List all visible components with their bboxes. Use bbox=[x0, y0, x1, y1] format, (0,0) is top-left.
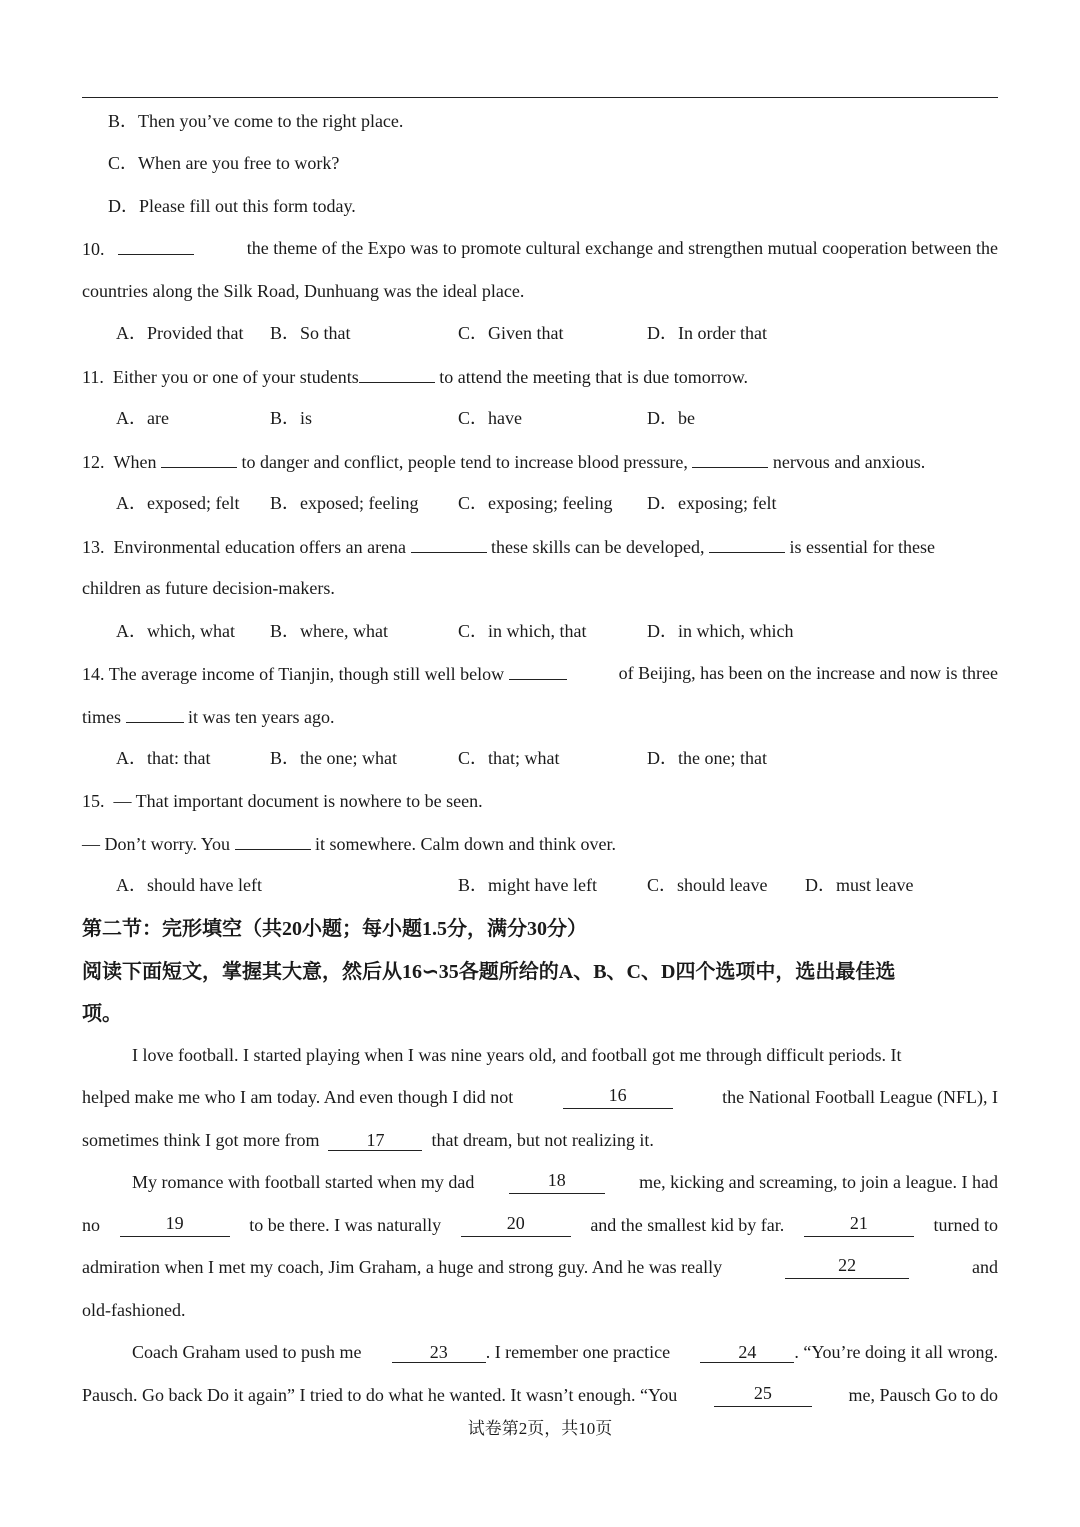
blank-25: 25 bbox=[714, 1383, 812, 1407]
q10-stem-text-b: countries along the Silk Road, Dunhuang was the ideal place. bbox=[82, 281, 525, 301]
q15-text-b: — Don’t worry. You bbox=[82, 834, 231, 854]
blank-21: 21 bbox=[804, 1213, 914, 1237]
blank-16: 16 bbox=[563, 1085, 673, 1109]
section2-title-c: 分，满分 bbox=[447, 916, 527, 940]
passage-p3-l1a: Coach Graham used to push me bbox=[132, 1342, 362, 1362]
q14-stem-line2 bbox=[82, 704, 334, 729]
q11-text-b: to attend the meeting that is due tomorrow. bbox=[439, 367, 749, 387]
passage-p1-l3a: sometimes think I got more from bbox=[82, 1130, 320, 1150]
section2-title-a: 第二节：完形填空（共 bbox=[82, 916, 282, 940]
q10-stem-text-a: the theme of the Expo was to promote cultural exchange and strengthen mutual cooperation between the bbox=[246, 238, 998, 258]
section2-instr-letters: A、B、C、D bbox=[558, 961, 676, 983]
q12-stem bbox=[82, 449, 925, 474]
section2-instructions bbox=[82, 957, 895, 986]
q13-number: 13. bbox=[82, 537, 105, 557]
q10-stem-line1 bbox=[82, 236, 998, 261]
q14-text-c: times bbox=[82, 707, 121, 727]
q11-text-a: Either you or one of your students bbox=[112, 367, 359, 387]
q11-option-a: A．are bbox=[116, 408, 169, 428]
passage-p3-l2b: me, Pausch Go to do bbox=[848, 1385, 998, 1405]
q12-text-c: nervous and anxious. bbox=[772, 452, 926, 472]
blank-23: 23 bbox=[392, 1342, 486, 1363]
q14-option-b: B．the one; what bbox=[270, 748, 397, 768]
passage-p3-line2 bbox=[82, 1383, 998, 1407]
q14-option-d: D．the one; that bbox=[647, 748, 767, 768]
q13-option-a: A．which, what bbox=[116, 621, 235, 641]
passage-p2-l2a: no bbox=[82, 1215, 100, 1235]
q10-blank bbox=[118, 236, 194, 255]
blank-19: 19 bbox=[120, 1213, 230, 1237]
q15-text-a: — That important document is nowhere to be seen. bbox=[113, 791, 483, 811]
q13-blank-2 bbox=[709, 534, 785, 553]
q13-text-b: these skills can be developed, bbox=[491, 537, 705, 557]
passage-p1-line3 bbox=[82, 1128, 654, 1152]
passage-p2-l3a: admiration when I met my coach, Jim Graham, a huge and strong guy. And he was really bbox=[82, 1257, 723, 1277]
section2-title-total: 30 bbox=[527, 918, 547, 940]
passage-p2-l2c: and the smallest kid by far. bbox=[590, 1215, 785, 1235]
q12-blank-2 bbox=[692, 449, 768, 468]
q15-text-c: it somewhere. Calm down and think over. bbox=[315, 834, 616, 854]
passage-p2-l1a: My romance with football started when my dad bbox=[132, 1172, 475, 1192]
q15-blank bbox=[235, 831, 311, 850]
q14-option-a: A．that: that bbox=[116, 748, 211, 768]
passage-p2-l1b: me, kicking and screaming, to join a league. I had bbox=[639, 1172, 998, 1192]
q12-option-a: A．exposed; felt bbox=[116, 493, 240, 513]
passage-p1-text: I love football. I started playing when I was nine years old, and football got me through difficult periods. It bbox=[132, 1045, 902, 1065]
q13-option-b: B．where, what bbox=[270, 621, 388, 641]
passage-p1-line1 bbox=[132, 1043, 998, 1067]
blank-17: 17 bbox=[328, 1130, 422, 1151]
q14-text-d: it was ten years ago. bbox=[188, 707, 335, 727]
q10-option-b: B．So that bbox=[270, 323, 351, 343]
passage-p1-l2a: helped make me who I am today. And even though I did not bbox=[82, 1087, 514, 1107]
q13-text-d: children as future decision-makers. bbox=[82, 578, 335, 598]
q11-number: 11. bbox=[82, 367, 104, 387]
section2-title-b: 小题；每小题 bbox=[302, 916, 422, 940]
passage-p3-l1b: . I remember one practice bbox=[485, 1342, 671, 1362]
q12-blank-1 bbox=[161, 449, 237, 468]
q15-option-a: A．should have left bbox=[116, 875, 262, 895]
section2-title bbox=[82, 914, 587, 943]
q10-option-a: A．Provided that bbox=[116, 323, 244, 343]
q15-stem-line2 bbox=[82, 831, 616, 856]
q14-blank-1 bbox=[509, 661, 567, 680]
q14-text-b: of Beijing, has been on the increase and now is three bbox=[618, 663, 998, 683]
passage-p1-line2 bbox=[82, 1085, 998, 1109]
passage-p2-l2b: to be there. I was naturally bbox=[249, 1215, 442, 1235]
q13-blank-1 bbox=[411, 534, 487, 553]
q12-number: 12. bbox=[82, 452, 105, 472]
page-footer: 试卷第2页，共10页 bbox=[467, 1419, 613, 1438]
section2-title-count: 20 bbox=[282, 918, 302, 940]
q10-option-c: C．Given that bbox=[458, 323, 564, 343]
header-rule bbox=[82, 97, 998, 98]
section2-title-points: 1.5 bbox=[422, 918, 447, 940]
passage-p1-l2b: the National Football League (NFL), I bbox=[722, 1087, 998, 1107]
passage-p2-l3b: and bbox=[971, 1257, 998, 1277]
section2-instr-c: 四个选项中，选出最佳选 bbox=[675, 959, 896, 983]
blank-18: 18 bbox=[509, 1170, 605, 1194]
q11-blank bbox=[359, 364, 435, 383]
passage-p2-line1 bbox=[132, 1170, 998, 1194]
passage-p2-line2 bbox=[82, 1213, 998, 1237]
q14-stem-line1 bbox=[82, 661, 998, 686]
q11-option-b: B．is bbox=[270, 408, 313, 428]
blank-24: 24 bbox=[700, 1342, 794, 1363]
passage-p1-l3b: that dream, but not realizing it. bbox=[431, 1130, 654, 1150]
section2-instr-b: 各题所给的 bbox=[458, 959, 559, 983]
blank-22: 22 bbox=[785, 1255, 909, 1279]
passage-p3-l2a: Pausch. Go back Do it again” I tried to do what he wanted. It wasn’t enough. “You bbox=[82, 1385, 678, 1405]
q15-option-c: C．should leave bbox=[647, 875, 768, 895]
blank-20: 20 bbox=[461, 1213, 571, 1237]
section2-title-d: 分） bbox=[547, 916, 587, 940]
q11-option-d: D．be bbox=[647, 408, 695, 428]
q10-option-d: D．In order that bbox=[647, 323, 767, 343]
q11-stem bbox=[82, 364, 748, 389]
q12-option-d: D．exposing; felt bbox=[647, 493, 777, 513]
q15-option-d: D．must leave bbox=[805, 875, 914, 895]
q9-option-d: D．Please fill out this form today. bbox=[108, 196, 356, 216]
q13-option-d: D．in which, which bbox=[647, 621, 794, 641]
q12-option-b: B．exposed; feeling bbox=[270, 493, 419, 513]
q12-text-b: to danger and conflict, people tend to increase blood pressure, bbox=[241, 452, 688, 472]
q13-stem-line1 bbox=[82, 534, 935, 559]
q15-number: 15. bbox=[82, 791, 105, 811]
q12-option-c: C．exposing; feeling bbox=[458, 493, 613, 513]
passage-p2-line4: old-fashioned. bbox=[82, 1300, 186, 1320]
q10-number: 10. bbox=[82, 239, 105, 259]
section2-instr-a: 阅读下面短文，掌握其大意，然后从 bbox=[82, 959, 402, 983]
q14-text-a: The average income of Tianjin, though still well below bbox=[108, 664, 505, 684]
q13-text-c: is essential for these bbox=[789, 537, 935, 557]
passage-p3-line1 bbox=[132, 1340, 998, 1364]
q9-option-c: C．When are you free to work? bbox=[108, 153, 340, 173]
q13-text-a: Environmental education offers an arena bbox=[113, 537, 407, 557]
q15-option-b: B．might have left bbox=[458, 875, 597, 895]
q14-option-c: C．that; what bbox=[458, 748, 560, 768]
q14-blank-2 bbox=[126, 704, 184, 723]
passage-p2-l2d: turned to bbox=[933, 1215, 998, 1235]
section2-instr-d: 项。 bbox=[82, 1001, 122, 1025]
q13-option-c: C．in which, that bbox=[458, 621, 587, 641]
q12-text-a: When bbox=[113, 452, 157, 472]
q11-option-c: C．have bbox=[458, 408, 522, 428]
passage-p3-l1c: . “You’re doing it all wrong. bbox=[794, 1342, 998, 1362]
passage-p2-line3 bbox=[82, 1255, 998, 1279]
section2-instr-range: 16∽35 bbox=[402, 961, 459, 983]
q9-option-b: B．Then you’ve come to the right place. bbox=[108, 111, 404, 131]
q15-stem-line1 bbox=[82, 789, 483, 813]
q14-number: 14. bbox=[82, 664, 105, 684]
